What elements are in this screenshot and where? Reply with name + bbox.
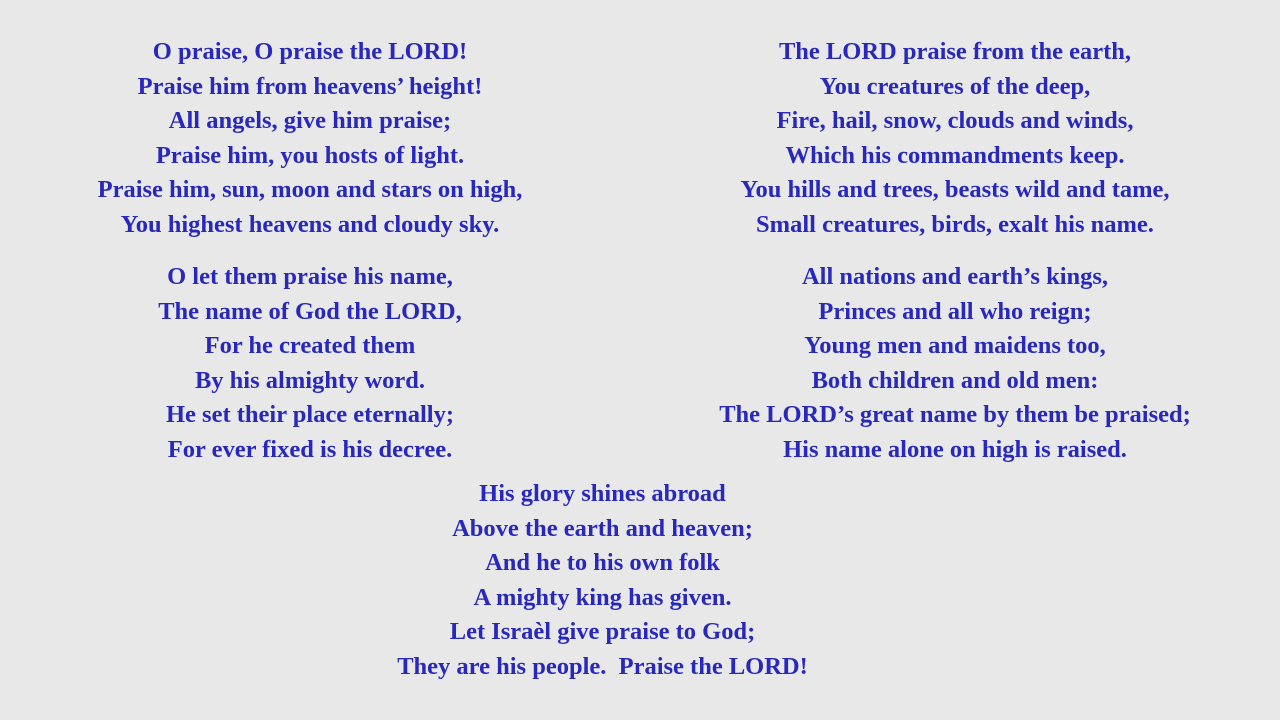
stanza-line: You hills and trees, beasts wild and tame, [740,176,1170,204]
stanza-line: For he created them [204,332,416,360]
stanza-line: You creatures of the deep, [819,72,1091,100]
stanza-line: You highest heavens and cloudy sky. [120,210,500,238]
stanza-line: The name of God the LORD, [158,297,462,325]
stanza-line: He set their place eternally; [165,401,454,429]
stanza-line: Princes and all who reign; [818,297,1092,325]
stanza-line: O let them praise his name, [167,263,453,290]
stanza-1 [40,35,580,243]
stanza-line: Praise him, you hosts of light. [155,141,465,169]
stanza-line: His glory shines abroad [479,480,726,507]
stanza-line: Praise him from heavens’ height! [137,72,483,100]
stanza-line: O praise, O praise the LORD! [152,38,468,65]
stanza-line: By his almighty word. [194,366,426,394]
stanza-line: Fire, hail, snow, clouds and winds, [776,107,1134,135]
stanza-line: Which his commandments keep. [785,141,1125,169]
stanza-line: And he to his own folk [485,549,720,577]
stanza-4 [680,260,1230,468]
stanza-line: Small creatures, birds, exalt his name. [756,210,1154,238]
stanza-line: Young men and maidens too, [804,332,1106,360]
stanza-line: All angels, give him praise; [168,107,452,135]
stanza-2 [680,35,1230,243]
stanza-line: Praise him, sun, moon and stars on high, [97,176,523,204]
stanza-line: The LORD praise from the earth, [778,38,1132,65]
stanza-5 [330,477,875,685]
stanza-line: A mighty king has given. [473,583,732,611]
stanza-line: They are his people. Praise the LORD! [397,652,808,680]
stanza-line: Above the earth and heaven; [452,514,753,542]
stanza-line: The LORD’s great name by them be praised; [719,401,1191,429]
stanza-line: For ever fixed is his decree. [167,435,453,463]
stanza-3 [40,260,580,468]
stanza-line: All nations and earth’s kings, [801,263,1109,290]
stanza-line: Let Israèl give praise to God; [449,618,756,646]
stanza-line: His name alone on high is raised. [783,435,1127,463]
stanza-line: Both children and old men: [811,366,1099,394]
